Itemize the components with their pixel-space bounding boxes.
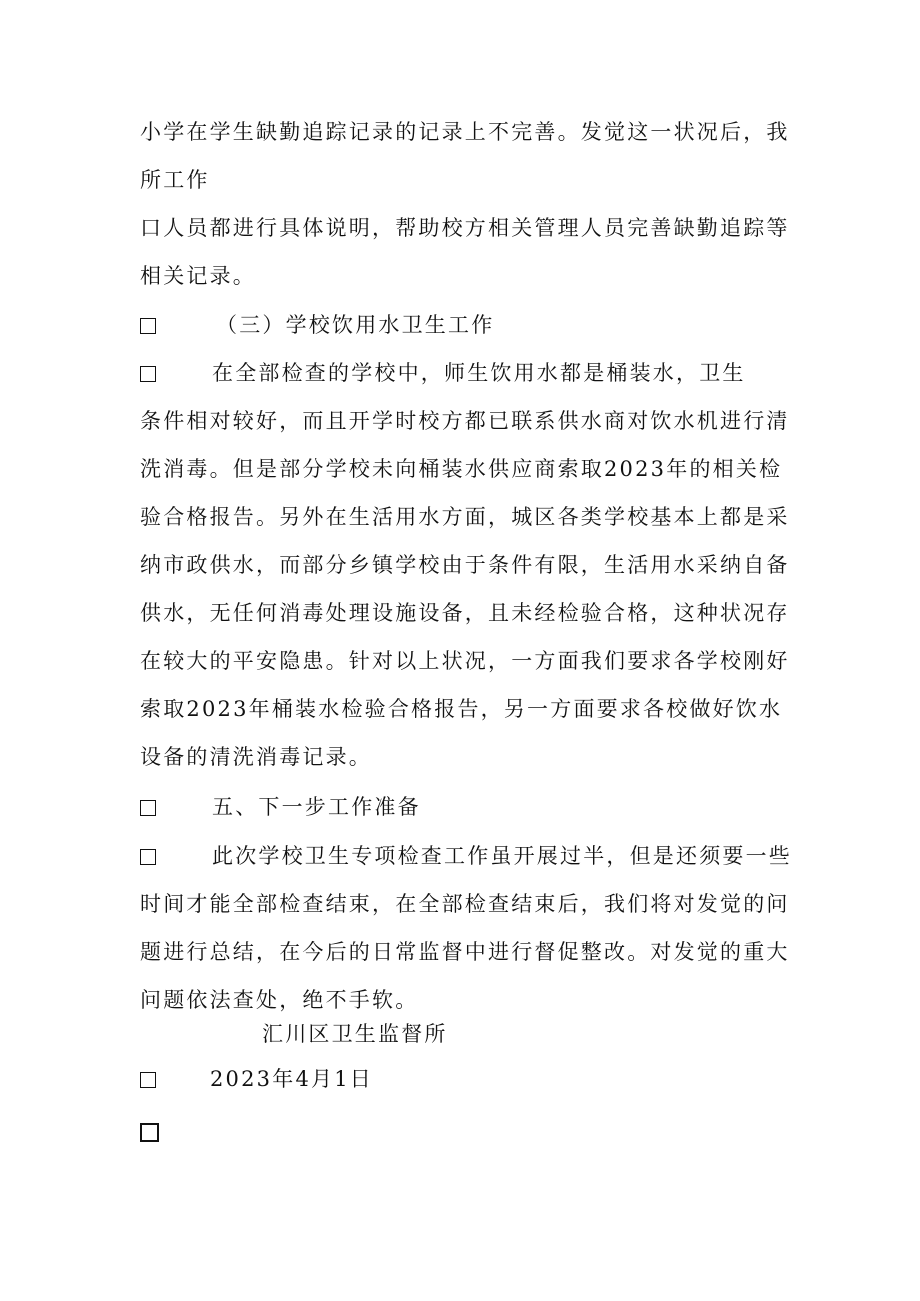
paragraph-line: 洗消毒。但是部分学校未向桶装水供应商索取2023年的相关检	[140, 457, 783, 481]
paragraph-line: 验合格报告。另外在生活用水方面，城区各类学校基本上都是采	[140, 505, 790, 529]
paragraph-line: 口人员都进行具体说明，帮助校方相关管理人员完善缺勤追踪等	[140, 216, 790, 240]
paragraph-line: 相关记录。	[140, 264, 256, 288]
signature-date: 2023年4月1日	[210, 1067, 373, 1091]
paragraph-line: 题进行总结，在今后的日常监督中进行督促整改。对发觉的重大	[140, 940, 790, 964]
paragraph-line: 纳市政供水，而部分乡镇学校由于条件有限，生活用水采纳自备	[140, 553, 790, 577]
signature-organization: 汇川区卫生监督所	[262, 1022, 448, 1046]
checkbox-marker	[140, 849, 156, 865]
paragraph-line: 索取2023年桶装水检验合格报告，另一方面要求各校做好饮水	[140, 697, 783, 721]
paragraph-line: 问题依法查处，绝不手软。	[140, 988, 419, 1012]
paragraph-line: 在较大的平安隐患。针对以上状况，一方面我们要求各学校刚好	[140, 649, 790, 673]
paragraph-line: 设备的清洗消毒记录。	[140, 745, 372, 769]
paragraph-line: 在全部检查的学校中，师生饮用水都是桶装水，卫生	[212, 361, 746, 385]
checkbox-marker	[140, 366, 156, 382]
paragraph-line: 时间才能全部检查结束，在全部检查结束后，我们将对发觉的问	[140, 892, 790, 916]
checkbox-marker	[140, 1072, 156, 1088]
paragraph-line: 条件相对较好，而且开学时校方都已联系供水商对饮水机进行清	[140, 409, 790, 433]
paragraph-line: 小学在学生缺勤追踪记录的记录上不完善。发觉这一状况后，我	[140, 120, 790, 144]
checkbox-marker	[140, 800, 156, 816]
section-heading: （三）学校饮用水卫生工作	[216, 313, 495, 337]
paragraph-line: 供水，无任何消毒处理设施设备，且未经检验合格，这种状况存	[140, 601, 790, 625]
paragraph-line: 所工作	[140, 168, 210, 192]
paragraph-line: 此次学校卫生专项检查工作虽开展过半，但是还须要一些	[212, 844, 792, 868]
checkbox-marker	[140, 318, 156, 334]
section-heading: 五、下一步工作准备	[212, 795, 421, 819]
checkbox-marker	[140, 1123, 159, 1142]
